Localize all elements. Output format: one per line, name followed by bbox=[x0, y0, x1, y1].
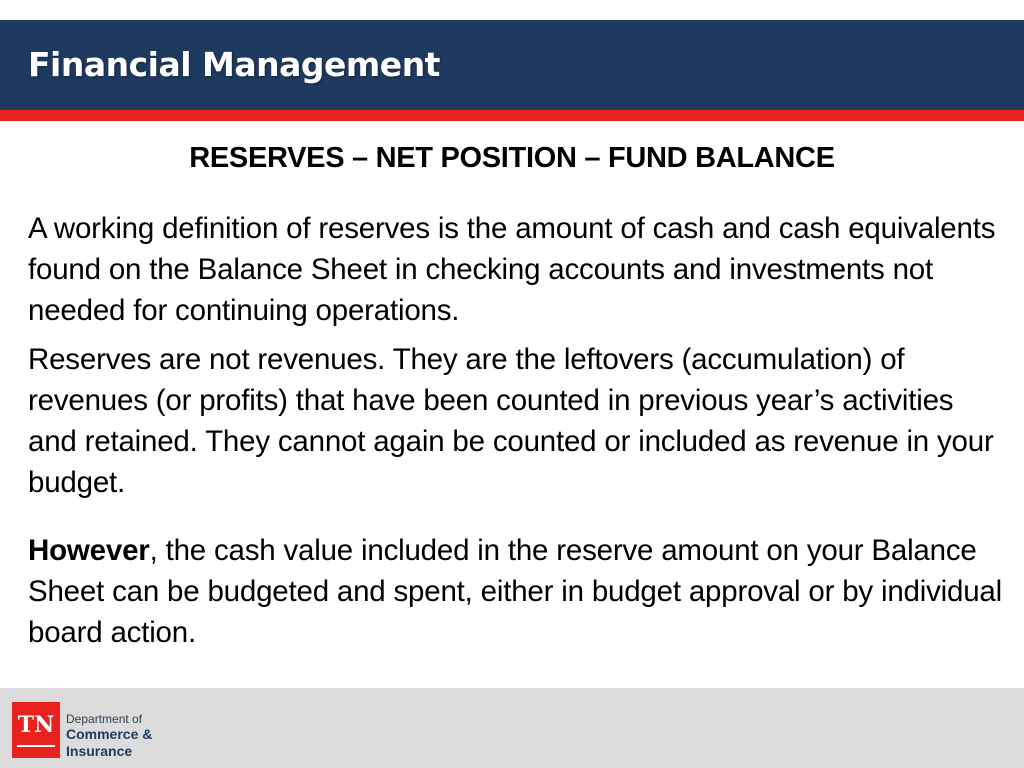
department-name-line1: Commerce & bbox=[66, 726, 153, 742]
tn-logo bbox=[12, 702, 60, 758]
paragraph-however-lead: However bbox=[28, 534, 150, 567]
slide-subtitle: RESERVES – NET POSITION – FUND BALANCE bbox=[189, 142, 835, 174]
paragraph-however-body: , the cash value included in the reserve amount on your Balance Sheet can be budgeted and spent, either in budget approval or by individual board action. bbox=[28, 534, 1002, 649]
tn-logo-underline bbox=[17, 745, 55, 747]
paragraph-not-revenues: Reserves are not revenues. They are the leftovers (accumulation) of revenues (or profits) that have been counted in previous year’s activities and retained. They cannot again be counted or included as revenue in your budget. bbox=[28, 343, 994, 499]
department-name-line2: Insurance bbox=[66, 743, 133, 759]
top-strip bbox=[0, 0, 1024, 20]
paragraph-however bbox=[28, 530, 1003, 653]
tn-logo-text: TN bbox=[17, 712, 55, 738]
department-label: Department of bbox=[66, 712, 143, 726]
paragraph-definition: A working definition of reserves is the amount of cash and cash equivalents found on the Balance Sheet in checking accounts and investments not needed for continuing operations. bbox=[28, 212, 996, 327]
header-divider bbox=[0, 110, 1024, 121]
page-title: Financial Management bbox=[28, 45, 440, 84]
footer-bar bbox=[0, 688, 1024, 768]
